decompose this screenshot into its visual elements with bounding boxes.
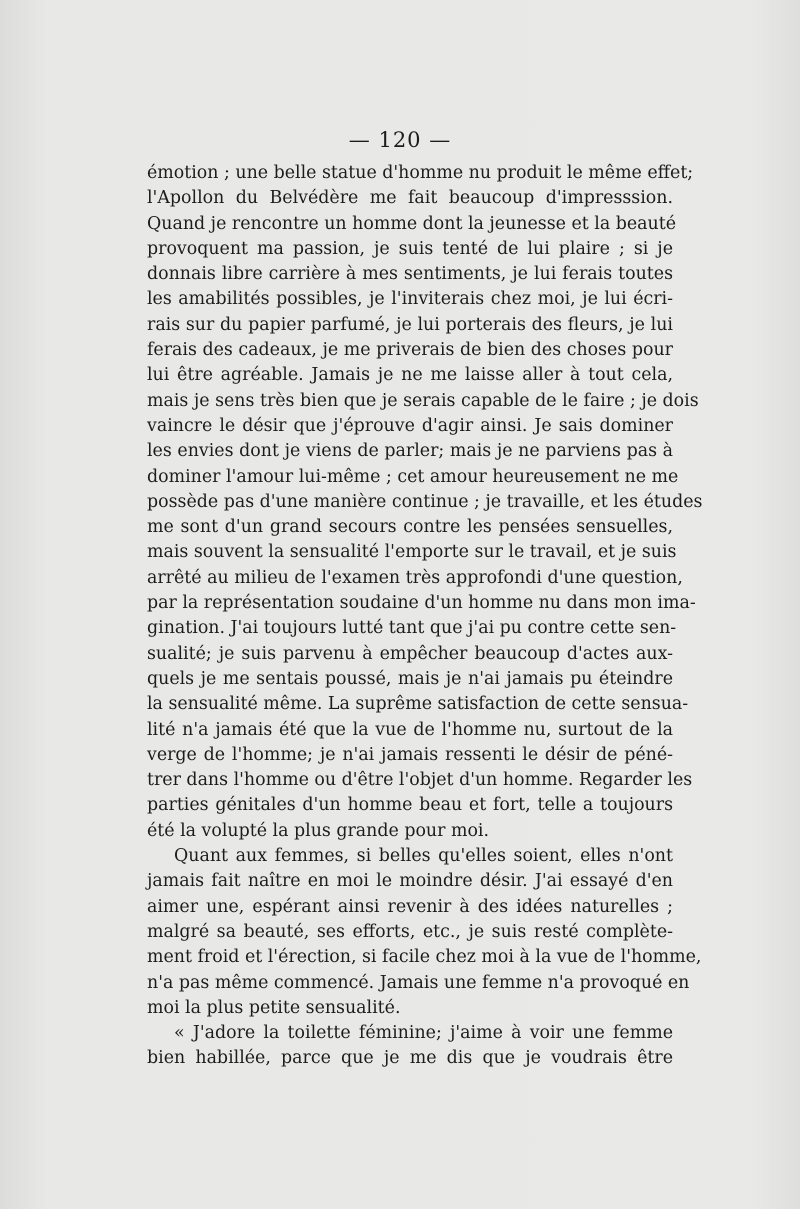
text-line: émotion ; une belle statue d'homme nu produit le même effet; xyxy=(147,163,694,183)
text-line: trer dans l'homme ou d'être l'objet d'un homme. Regarder les xyxy=(147,770,693,791)
text-line: ferais des cadeaux, je me priverais de bien des choses pour xyxy=(147,340,673,361)
text-line: la sensualité même. La suprême satisfaction de cette sensua- xyxy=(147,694,689,715)
text-line: lui être agréable. Jamais je ne me laisse aller à tout cela, xyxy=(147,365,673,386)
text-line: possède pas d'une manière continue ; je travaille, et les études xyxy=(147,491,703,512)
text-line: sualité; je suis parvenu à empêcher beaucoup d'actes aux- xyxy=(147,643,673,664)
text-line: gination. J'ai toujours lutté tant que j'ai pu contre cette sen- xyxy=(147,618,677,639)
text-line: l'Apollon du Belvédère me fait beaucoup d'impresssion. xyxy=(147,188,673,209)
text-line: malgré sa beauté, ses efforts, etc., je suis resté complète- xyxy=(147,921,673,942)
text-line: mais je sens très bien que je serais capable de le faire ; je dois xyxy=(147,390,699,411)
text-line: n'a pas même commencé. Jamais une femme n'a provoqué en xyxy=(147,972,690,993)
text-line: aimer une, espérant ainsi revenir à des idées naturelles ; xyxy=(147,896,673,917)
text-line: vaincre le désir que j'éprouve d'agir ainsi. Je sais dominer xyxy=(147,415,673,436)
body-text xyxy=(147,161,703,1072)
page-number: — 120 — xyxy=(348,128,452,152)
text-line: bien habillée, parce que je me dis que je voudrais être xyxy=(147,1048,673,1069)
text-line: ment froid et l'érection, si facile chez moi à la vue de l'homme, xyxy=(147,947,702,968)
text-line: me sont d'un grand secours contre les pensées sensuelles, xyxy=(147,517,673,538)
text-line: lité n'a jamais été que la vue de l'homme nu, surtout de la xyxy=(147,719,673,740)
text-line: parties génitales d'un homme beau et fort, telle a toujours xyxy=(147,795,673,816)
text-line: quels je me sentais poussé, mais je n'ai jamais pu éteindre xyxy=(147,668,673,689)
text-line: rais sur du papier parfumé, je lui porterais des fleurs, je lui xyxy=(147,314,673,335)
text-line: « J'adore la toilette féminine; j'aime à voir une femme xyxy=(174,1023,673,1044)
text-line: les amabilités possibles, je l'inviterais chez moi, je lui écri- xyxy=(147,289,673,310)
text-line: les envies dont je viens de parler; mais je ne parviens pas à xyxy=(147,441,673,462)
text-line: donnais libre carrière à mes sentiments, je lui ferais toutes xyxy=(147,264,673,285)
text-line: par la représentation soudaine d'un homme nu dans mon ima- xyxy=(147,593,696,614)
text-line: Quand je rencontre un homme dont la jeunesse et la beauté xyxy=(147,213,676,234)
text-line: été la volupté la plus grande pour moi. xyxy=(147,820,490,841)
text-line: provoquent ma passion, je suis tenté de lui plaire ; si je xyxy=(147,238,673,259)
text-line: arrêté au milieu de l'examen très approfondi d'une question, xyxy=(147,567,683,588)
text-line: moi la plus petite sensualité. xyxy=(147,997,401,1018)
text-line: mais souvent la sensualité l'emporte sur le travail, et je suis xyxy=(147,542,677,563)
text-line: verge de l'homme; je n'ai jamais ressenti le désir de péné- xyxy=(147,744,673,765)
text-line: jamais fait naître en moi le moindre désir. J'ai essayé d'en xyxy=(147,871,673,892)
text-line: Quant aux femmes, si belles qu'elles soient, elles n'ont xyxy=(174,846,673,867)
text-line: dominer l'amour lui-même ; cet amour heureusement ne me xyxy=(147,466,679,487)
